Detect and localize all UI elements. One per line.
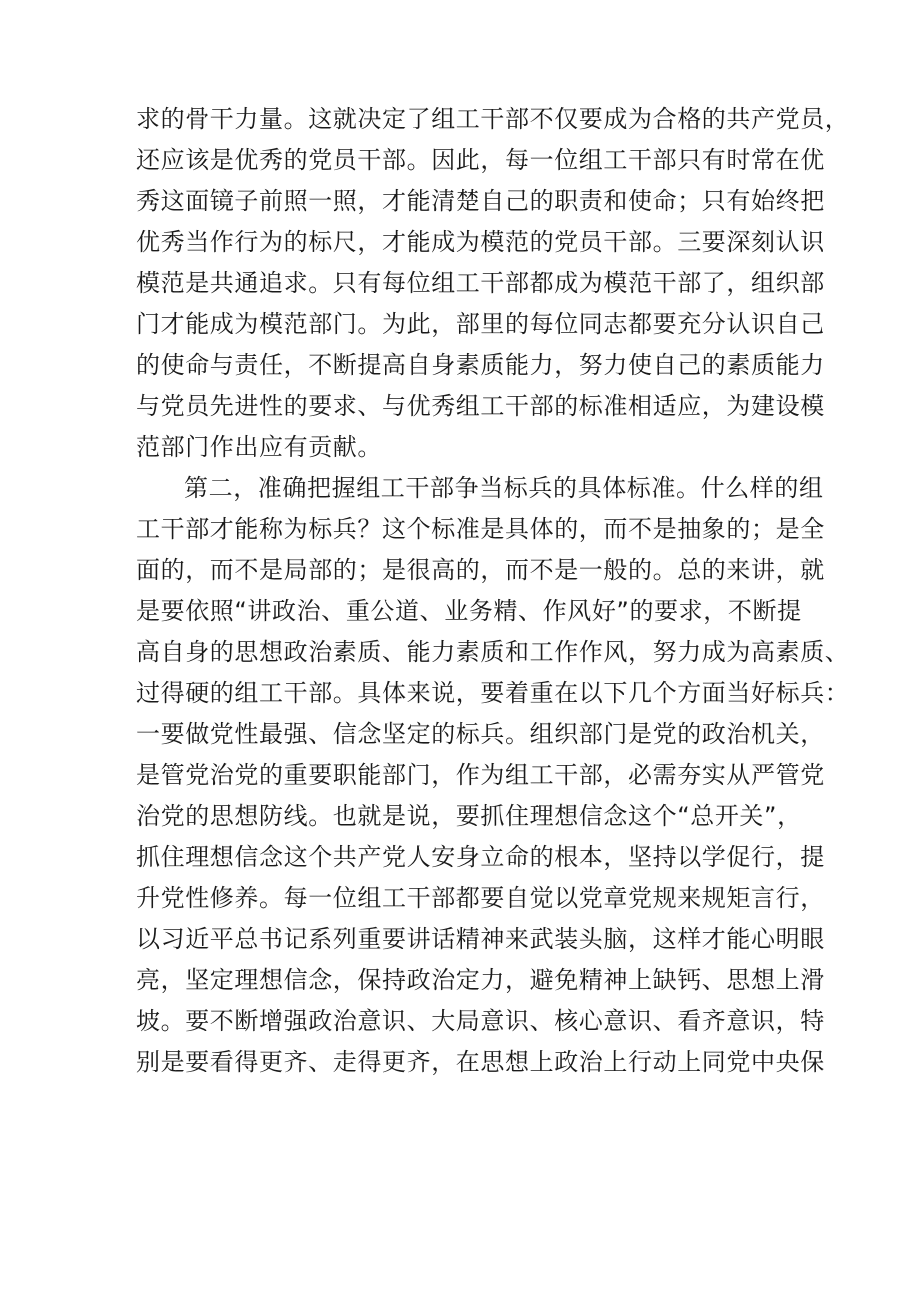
text-line: 面的，而不是局部的；是很高的，而不是一般的。总的来讲，就 [136, 556, 825, 584]
text-line: 范部门作出应有贡献。 [136, 433, 382, 461]
text-line: 高自身的思想政治素质、能力素质和工作作风，努力成为高素质、 [136, 638, 850, 666]
text-line: 以习近平总书记系列重要讲话精神来武装头脑，这样才能心明眼 [136, 925, 825, 953]
text-line: 过得硬的组工干部。具体来说，要着重在以下几个方面当好标兵： [136, 679, 850, 707]
text-line: 工干部才能称为标兵？这个标准是具体的，而不是抽象的；是全 [136, 515, 825, 543]
text-line: 一要做党性最强、信念坚定的标兵。组织部门是党的政治机关， [136, 720, 825, 748]
text-line: 升党性修养。每一位组工干部都要自觉以党章党规来规矩言行， [136, 884, 825, 912]
text-line: 坡。要不断增强政治意识、大局意识、核心意识、看齐意识，特 [136, 1007, 825, 1035]
text-line: 模范是共通追求。只有每位组工干部都成为模范干部了，组织部 [136, 269, 825, 297]
text-line: 的使命与责任，不断提高自身素质能力，努力使自己的素质能力 [136, 351, 825, 379]
text-line: 优秀当作行为的标尺，才能成为模范的党员干部。三要深刻认识 [136, 228, 825, 256]
text-line: 秀这面镜子前照一照，才能清楚自己的职责和使命；只有始终把 [136, 187, 825, 215]
text-line: 亮，坚定理想信念，保持政治定力，避免精神上缺钙、思想上滑 [136, 966, 825, 994]
text-line: 与党员先进性的要求、与优秀组工干部的标准相适应，为建设模 [136, 392, 825, 420]
text-line: 是管党治党的重要职能部门，作为组工干部，必需夯实从严管党 [136, 761, 825, 789]
text-line: 求的骨干力量。这就决定了组工干部不仅要成为合格的共产党员， [136, 105, 850, 133]
text-line: 别是要看得更齐、走得更齐，在思想上政治上行动上同党中央保 [136, 1048, 825, 1076]
text-line: 门才能成为模范部门。为此，部里的每位同志都要充分认识自己 [136, 310, 825, 338]
text-line: 还应该是优秀的党员干部。因此，每一位组工干部只有时常在优 [136, 146, 825, 174]
text-line: 治党的思想防线。也就是说，要抓住理想信念这个“总开关”， [136, 802, 802, 830]
text-line: 抓住理想信念这个共产党人安身立命的根本，坚持以学促行，提 [136, 843, 825, 871]
text-line: 是要依照“讲政治、重公道、业务精、作风好”的要求，不断提 [136, 597, 802, 625]
paragraph-start-line: 第二，准确把握组工干部争当标兵的具体标准。什么样的组 [184, 474, 824, 502]
